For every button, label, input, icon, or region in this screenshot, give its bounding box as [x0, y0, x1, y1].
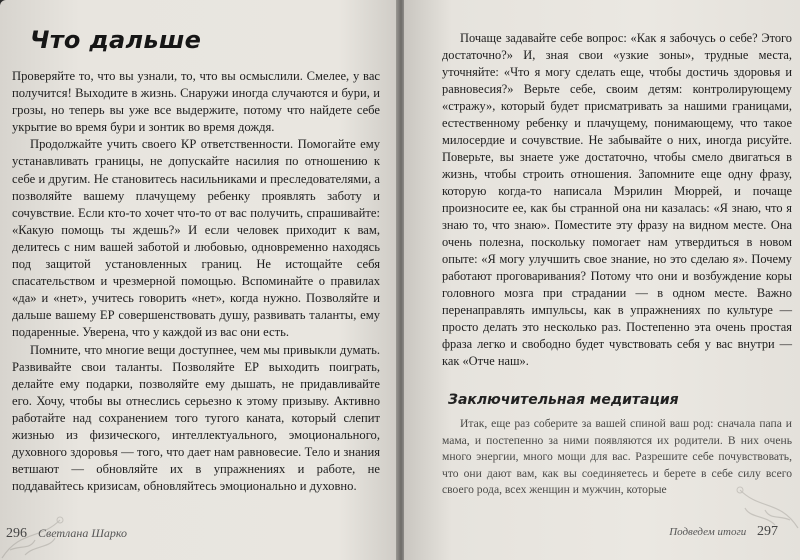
- section-heading: Заключительная медитация: [448, 392, 679, 408]
- page-number: 296: [6, 526, 27, 541]
- page-number: 297: [757, 524, 778, 539]
- running-title: Подведем итоги: [669, 526, 747, 538]
- chapter-heading: Что дальше: [30, 26, 202, 54]
- paragraph: Почаще задавайте себе вопрос: «Как я забочусь о себе? Этого достаточно?» И, зная свои «узкие зоны», трудные места, уточняйте: «Что я могу сделать еще, чтобы достичь здоровья и равновесия?» Верьте себе, своим детям: контролирующему «стражу», который будет присматривать за нашими границами, естественному ребенку и плачущему, понимающему, что такое милосердие и сочувствие. Не забывайте о них, иногда рисуйте. Поверьте, вы знаете уже достаточно, чтобы смело двигаться в жизнь, чтобы строить отношения. Запомните еще одну фразу, которую когда-то написала Мэрилин Мюррей, и почаще произносите ее, как бы странной она ни казалась: «Я знаю, что я знаю то, что знаю». Поместите эту фразу на видном месте. Она очень полезна, поскольку помогает нам утвердиться в новом опыте: «Я могу улучшить свое знание, но это сделаю я». Почему работают проговаривания? Потому что они и возбуждение коры головного мозга при страдании — в одном месте. Важно перенаправлять импульсы, как в упражнениях по культуре — просто делать это несколько раз. Постепенно эта очень простая фраза легко и свободно будет чувствовать себя у вас внутри — как «Отче наш».: [442, 31, 792, 368]
- paragraph: Проверяйте то, что вы узнали, то, что вы осмыслили. Смелее, у вас получится! Выходите в жизнь. Снаружи иногда случаются и бури, и грозы, но теперь вы уже все выдержите, потому что найдете себе укрытие во время бури и зонтик во время дождя.: [12, 69, 380, 135]
- left-page: [0, 0, 398, 560]
- floral-ornament-icon: [710, 470, 800, 530]
- paragraph: Итак, еще раз соберите за вашей спиной ваш род: сначала папа и мама, и постепенно за ними появляются их родители. В них очень много энергии, много мощи для вас. Разрешите себе почувствовать, что они дают вам, как вы соединяетесь и берете в себе силу всего своего рода, всех женщин и мужчин, которые: [442, 417, 792, 497]
- paragraph: Продолжайте учить своего КР ответственности. Помогайте ему устанавливать границы, не допускайте насилия по отношению к себе и другим. Не становитесь насильниками и преследователями, а позволяйте вашему плачущему ребенку проявлять заботу и сочувствие. Если кто-то хочет что-то от вас получить, спрашивайте: «Какую помощь ты ждешь?» И если человек приходит к вам, делитесь с ним вашей заботой и любовью, одновременно находясь под защитой установленных границ. Не истощайте себя спасательством и чрезмерной помощью. Вспоминайте о правилах «да» и «нет», учитесь говорить «нет», когда нужно. Позволяйте и дальше вашему ЕР совершенствовать душу, развивать таланты, ему подаренные. Уверена, что у каждой из вас они есть.: [12, 137, 380, 340]
- paragraph: Помните, что многие вещи доступнее, чем мы привыкли думать. Развивайте свои таланты. Позволяйте ЕР выходить поиграть, делайте ему подарки, позволяйте ему дышать, не придавливайте его. Хочу, чтобы вы отнеслись серьезно к этому призыву. Активно работайте над сохранением того тугого каната, который слепит жизнью из физического, интеллектуального, эмоционального, духовного здоровья — того, что дает нам равновесие. Тело и знания ветшают — обновляйте их в упражнениях и работе, не поддавайтесь кризисам, обновляйтесь эмоционально и духовно.: [12, 342, 380, 494]
- right-footer: [669, 524, 778, 540]
- right-page-content: [442, 30, 792, 499]
- right-page: [404, 0, 800, 560]
- running-author: Светлана Шарко: [38, 526, 128, 540]
- left-page-content: [12, 26, 380, 495]
- left-footer: [6, 526, 127, 542]
